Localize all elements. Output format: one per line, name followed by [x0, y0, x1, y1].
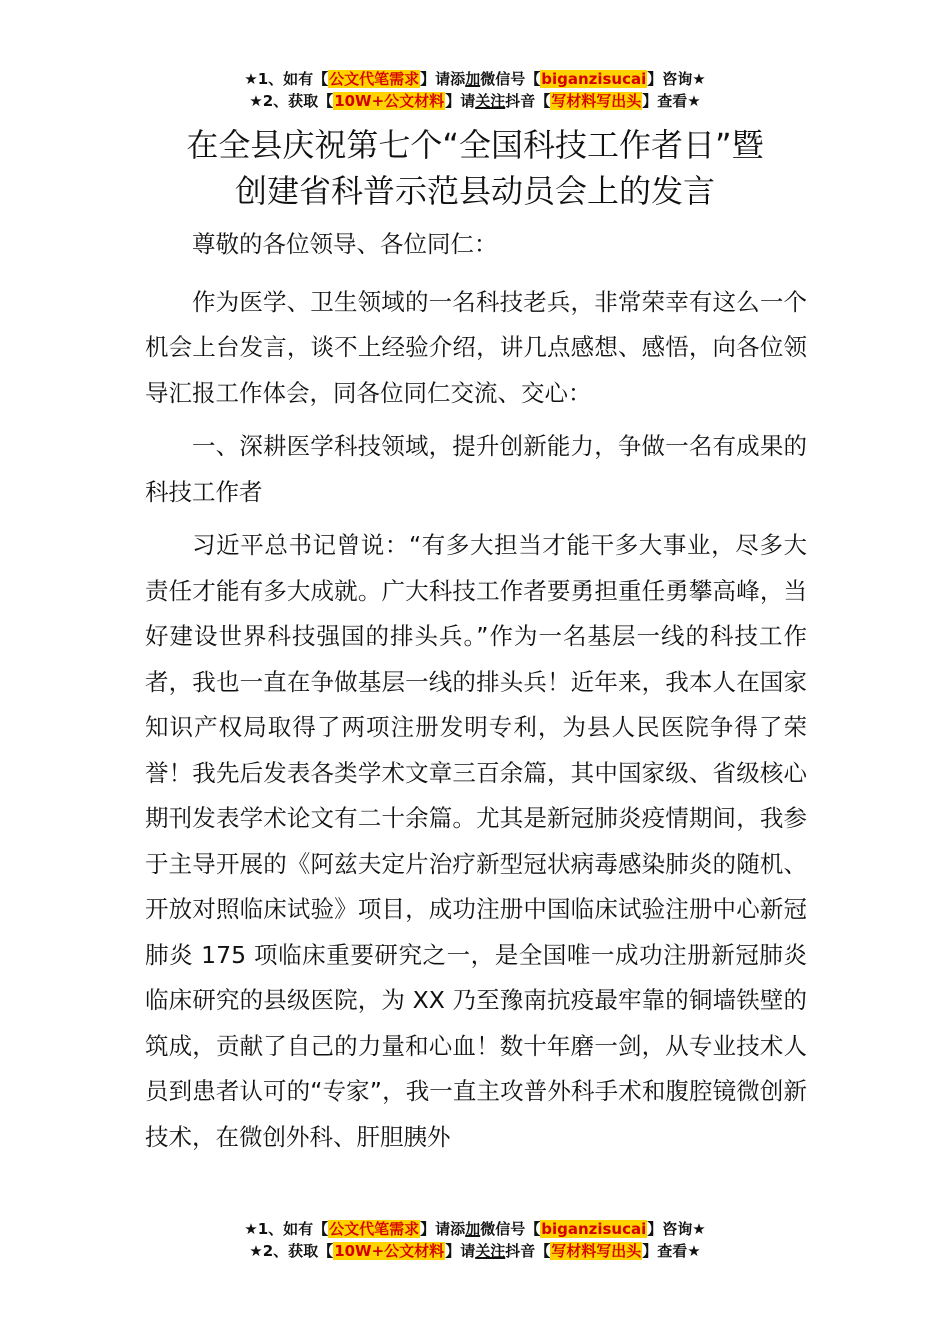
footer-banner: [0, 1218, 950, 1262]
banner-highlight: 10W+公文材料: [334, 92, 445, 110]
banner-line-1: [0, 68, 950, 90]
paragraph-intro: 作为医学、卫生领域的一名科技老兵，非常荣幸有这么一个机会上台发言，谈不上经验介绍，讲几点感想、感悟，向各位领导汇报工作体会，同各位同仁交流、交心：: [145, 287, 807, 407]
banner-highlight: 写材料写出头: [551, 92, 642, 110]
banner-emphasis: 关注: [475, 92, 506, 110]
banner-line-1: [0, 1218, 950, 1240]
header-banner: [0, 68, 950, 112]
banner-highlight: 10W+公文材料: [334, 1242, 445, 1260]
banner-text: ★1、如有【: [244, 70, 329, 88]
banner-text: ★1、如有【: [244, 1220, 329, 1238]
banner-emphasis: 加: [465, 70, 481, 88]
banner-line-2: [0, 90, 950, 112]
paragraph-body: 习近平总书记曾说：“有多大担当才能干多大事业，尽多大责任才能有多大成就。广大科技工作者要勇担重任勇攀高峰，当好建设世界科技强国的排头兵。”作为一名基层一线的科技工作者，我也一直在争做基层一线的排头兵！近年来，我本人在国家知识产权局取得了两项注册发明专利，为县人民医院争得了荣誉！我先后发表各类学术文章三百余篇，其中国家级、省级核心期刊发表学术论文有二十余篇。尤其是新冠肺炎疫情期间，我参于主导开展的《阿兹夫定片治疗新型冠状病毒感染肺炎的随机、开放对照临床试验》项目，成功注册中国临床试验注册中心新冠肺炎 175 项临床重要研究之一，是全国唯一成功注册新冠肺炎临床研究的县级医院，为 XX 乃至豫南抗疫最牢靠的铜墙铁壁的筑成，贡献了自己的力量和心血！数十年磨一剑，从专业技术人员到患者认可的“专家”，我一直主攻普外科手术和腹腔镜微创新技术，在微创外科、肝胆胰外: [145, 531, 807, 1151]
banner-text: 抖音【: [505, 1242, 551, 1260]
banner-highlight: biganzisucai: [541, 70, 647, 88]
banner-highlight: 写材料写出头: [551, 1242, 642, 1260]
banner-text: ★2、获取【: [249, 92, 334, 110]
banner-text: 】请添: [420, 1220, 466, 1238]
banner-highlight: biganzisucai: [541, 1220, 647, 1238]
banner-text: 】咨询★: [647, 70, 706, 88]
banner-text: 抖音【: [505, 92, 551, 110]
title-line-2: 创建省科普示范县动员会上的发言: [234, 172, 715, 210]
banner-text: ★2、获取【: [249, 1242, 334, 1260]
banner-text: 微信号【: [480, 70, 541, 88]
banner-emphasis: 关注: [475, 1242, 506, 1260]
banner-text: 】咨询★: [647, 1220, 706, 1238]
document-body: [145, 222, 807, 1168]
banner-text: 】查看★: [642, 1242, 701, 1260]
title-line-1: 在全县庆祝第七个“全国科技工作者日”暨: [186, 126, 764, 164]
banner-text: 】请: [445, 1242, 476, 1260]
banner-highlight: 公文代笔需求: [329, 70, 420, 88]
section-heading: 一、深耕医学科技领域，提升创新能力，争做一名有成果的科技工作者: [145, 432, 807, 506]
banner-text: 微信号【: [480, 1220, 541, 1238]
banner-text: 】查看★: [642, 92, 701, 110]
banner-highlight: 公文代笔需求: [329, 1220, 420, 1238]
banner-emphasis: 加: [465, 1220, 481, 1238]
document-title: [0, 122, 950, 214]
banner-text: 】请添: [420, 70, 466, 88]
banner-line-2: [0, 1240, 950, 1262]
banner-text: 】请: [445, 92, 476, 110]
paragraph-greeting: 尊敬的各位领导、各位同仁：: [192, 230, 498, 258]
